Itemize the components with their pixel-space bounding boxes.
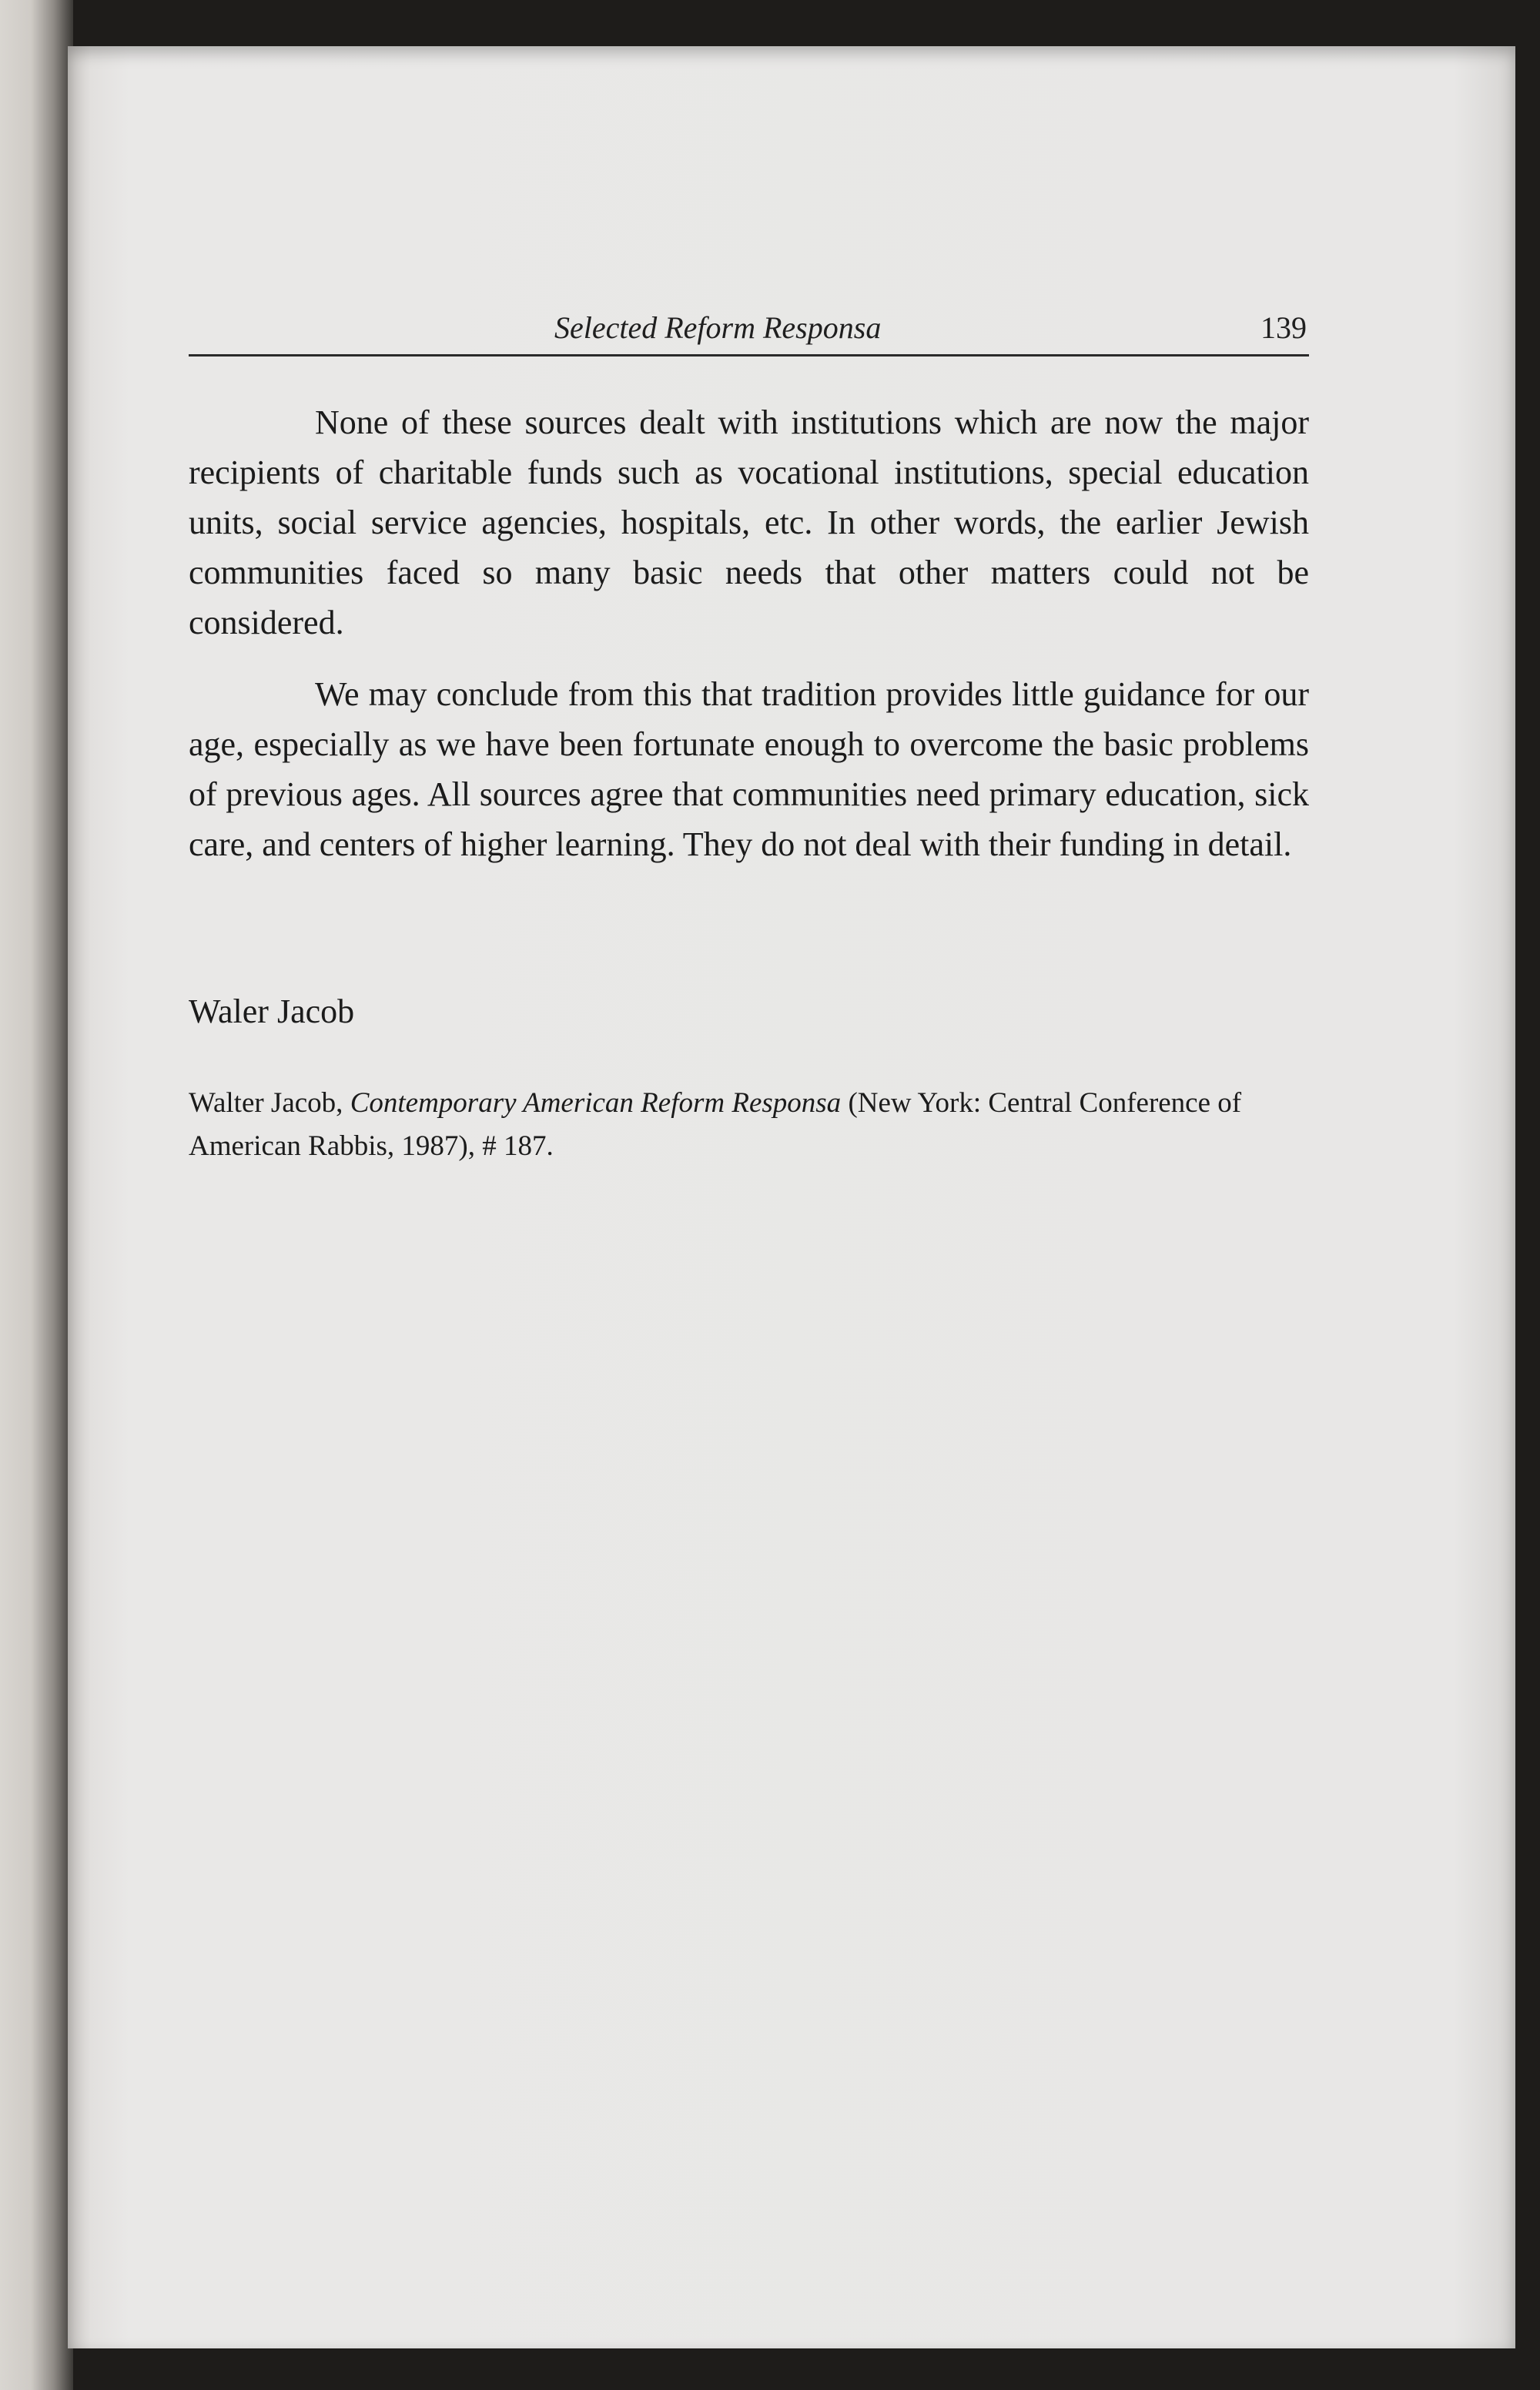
book-page [68, 46, 1515, 2348]
header-rule [189, 354, 1309, 356]
paragraph-2: We may conclude from this that tradition provides little guidance for our age, especially as we have been fortunate enough to overcome the basic problems of previous ages. All sources agree that communities need primary education, sick care, and centers of higher learning. They do not deal with their funding in detail. [189, 675, 1309, 863]
body-text [189, 397, 1309, 869]
book-left-edge [0, 0, 73, 2390]
running-title: Selected Reform Responsa [554, 310, 882, 345]
paragraph-1: None of these sources dealt with institutions which are now the major recipients of charitable funds such as vocational institutions, special education units, social service agencies, hospitals, etc. In other words, the earlier Jewish communities faced so many basic needs that other matters could not be considered. [189, 403, 1309, 641]
citation-title: Contemporary American Reform Responsa [350, 1087, 842, 1119]
citation-details: (New York: Central Conference of American Rabbis, 1987), # 187. [189, 1087, 1242, 1162]
citation-author: Walter Jacob, [189, 1087, 350, 1119]
citation [189, 1082, 1282, 1168]
author-signature: Waler Jacob [189, 992, 355, 1030]
page-header [189, 310, 1307, 356]
page-number: 139 [1260, 310, 1307, 345]
